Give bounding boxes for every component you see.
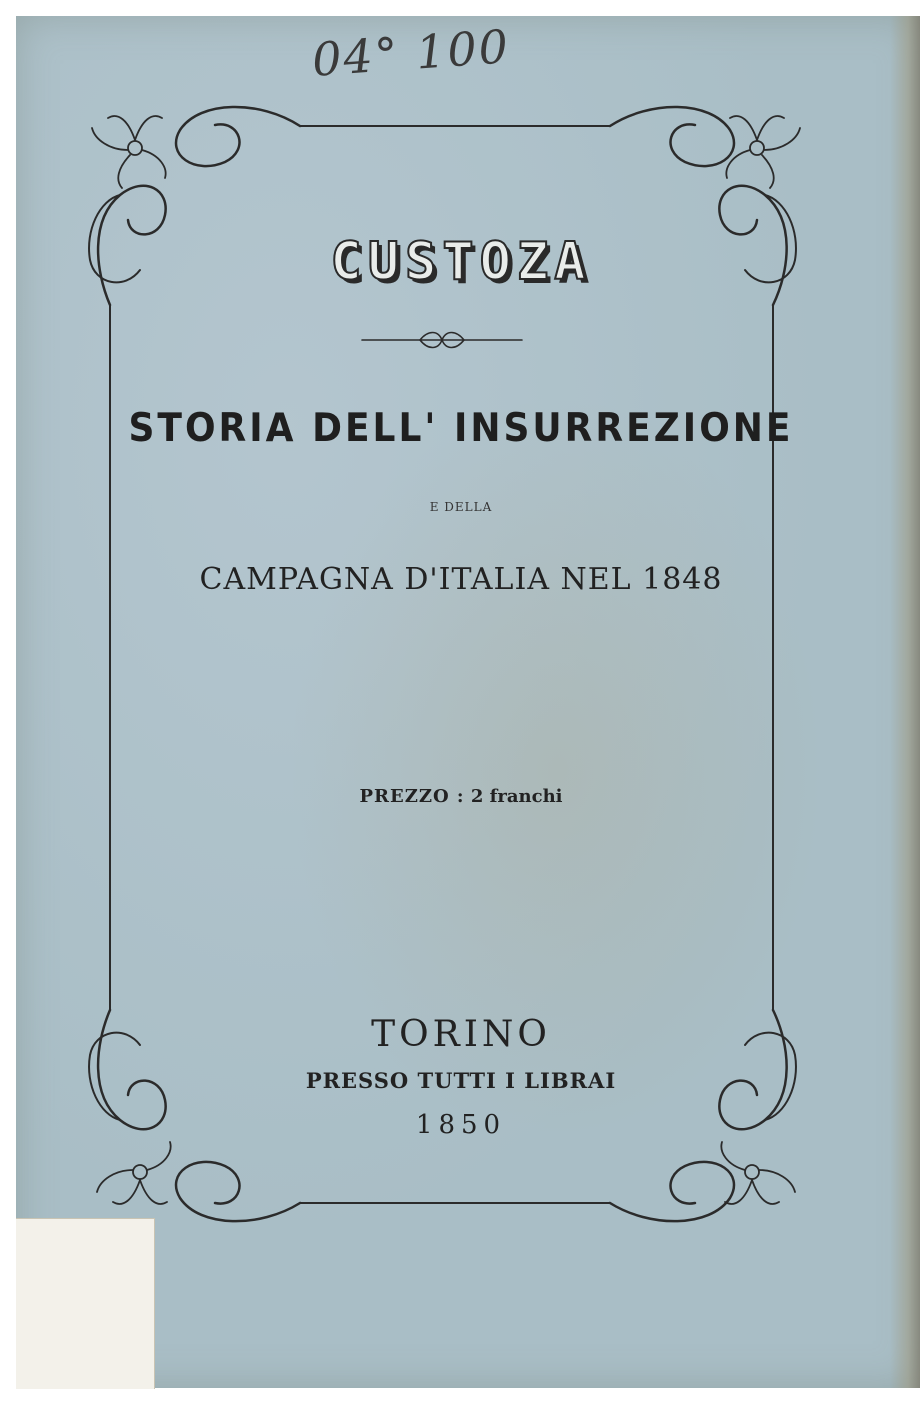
subtitle-connector: E DELLA xyxy=(429,500,493,514)
price-label: PREZZO : xyxy=(359,786,465,807)
fleur-de-lis-icon xyxy=(97,1142,171,1204)
price-value: 2 franchi xyxy=(464,786,563,807)
price-line xyxy=(0,786,922,807)
fleur-de-lis-icon xyxy=(92,116,166,188)
publication-year: 1850 xyxy=(415,1110,507,1140)
campaign-line: CAMPAGNA D'ITALIA NEL 1848 xyxy=(199,562,723,597)
handwritten-catalog-note: 04° 100 xyxy=(310,19,512,87)
fleur-de-lis-icon xyxy=(726,116,800,188)
book-title: CUSTOZA xyxy=(330,232,592,292)
divider-ornament-icon xyxy=(362,333,522,348)
publisher-line: PRESSO TUTTI I LIBRAI xyxy=(305,1068,617,1093)
book-subtitle: STORIA DELL' INSURREZIONE xyxy=(128,405,794,452)
publication-city: TORINO xyxy=(371,1014,551,1055)
